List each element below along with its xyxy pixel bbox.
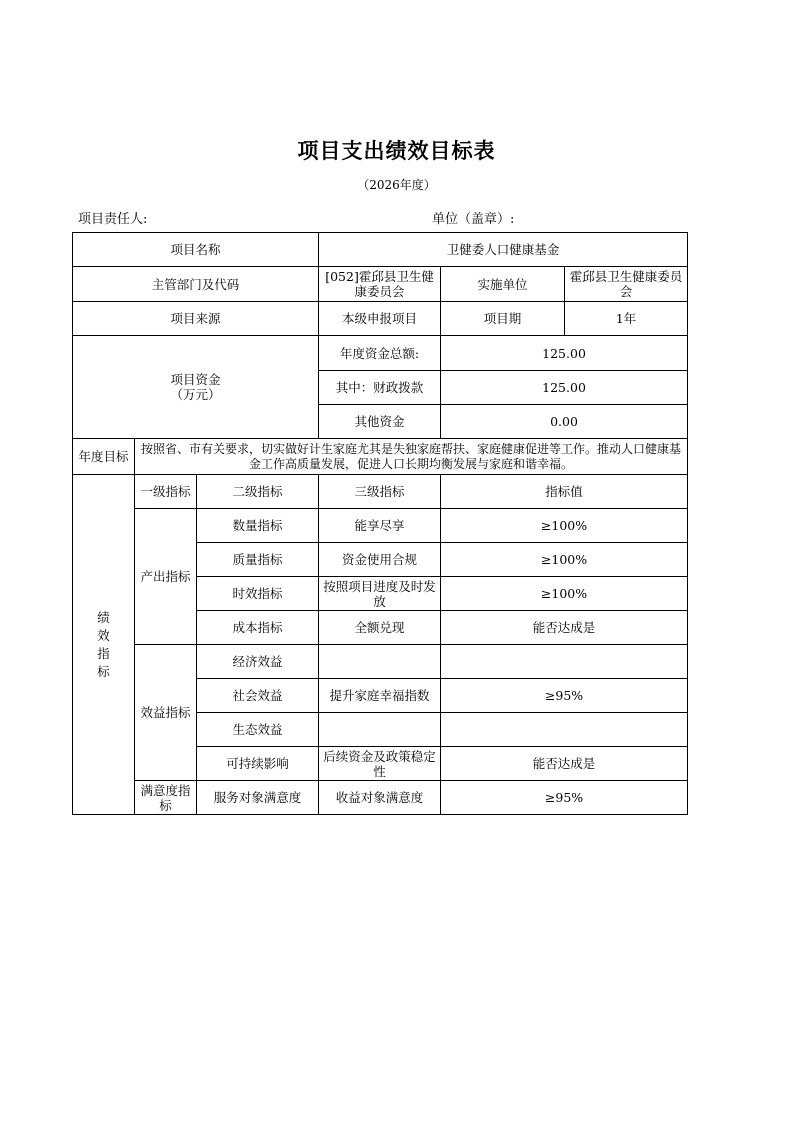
indicator-value: ≥100% — [441, 509, 688, 543]
satisfaction-indicators-label: 满意度指标 — [135, 781, 197, 815]
indicator-level3: 全额兑现 — [319, 611, 441, 645]
project-name-row — [73, 233, 688, 267]
page-title: 项目支出绩效目标表 — [297, 139, 496, 163]
indicator-level2: 数量指标 — [197, 509, 319, 543]
header-level1: 一级指标 — [135, 475, 197, 509]
indicator-value: ≥100% — [441, 577, 688, 611]
implementing-unit-label: 实施单位 — [441, 267, 565, 302]
implementing-unit-value: 霍邱县卫生健康委员会 — [565, 267, 688, 302]
indicator-level3 — [319, 713, 441, 747]
annual-goal-row — [73, 439, 688, 475]
funds-row — [73, 336, 688, 371]
annual-goal-text: 按照省、市有关要求，切实做好计生家庭尤其是失独家庭帮扶、家庭健康促进等工作。推动人口健康基金工作高质量发展，促进人口长期均衡发展与家庭和谐幸福。 — [135, 439, 688, 475]
department-label: 主管部门及代码 — [73, 267, 319, 302]
indicator-level2: 质量指标 — [197, 543, 319, 577]
indicator-value: ≥100% — [441, 543, 688, 577]
project-period-label: 项目期 — [441, 302, 565, 336]
performance-target-table — [72, 232, 688, 815]
output-indicators-label: 产出指标 — [135, 509, 197, 645]
indicator-level3: 按照项目进度及时发放 — [319, 577, 441, 611]
project-funds-label — [73, 336, 319, 439]
project-period-value: 1年 — [565, 302, 688, 336]
funds-fiscal-label: 其中：财政拨款 — [319, 371, 441, 405]
funds-other-label: 其他资金 — [319, 405, 441, 439]
indicator-row — [73, 645, 688, 679]
indicator-row — [73, 781, 688, 815]
source-row — [73, 302, 688, 336]
indicator-value: 能否达成是 — [441, 611, 688, 645]
indicator-value — [441, 645, 688, 679]
indicator-level3: 能享尽享 — [319, 509, 441, 543]
department-value: [052]霍邱县卫生健康委员会 — [319, 267, 441, 302]
department-row — [73, 267, 688, 302]
project-name-label: 项目名称 — [73, 233, 319, 267]
performance-indicators-label — [73, 475, 135, 815]
indicator-level2: 成本指标 — [197, 611, 319, 645]
indicator-row — [73, 509, 688, 543]
indicator-level2: 社会效益 — [197, 679, 319, 713]
indicator-level2: 可持续影响 — [197, 747, 319, 781]
header-level3: 三级指标 — [319, 475, 441, 509]
performance-label-text: 绩效指标 — [97, 609, 110, 679]
indicator-level3: 资金使用合规 — [319, 543, 441, 577]
indicator-level3: 提升家庭幸福指数 — [319, 679, 441, 713]
project-name-value: 卫健委人口健康基金 — [319, 233, 688, 267]
unit-seal-label: 单位（盖章）: — [432, 212, 515, 227]
indicator-value: 能否达成是 — [441, 747, 688, 781]
indicator-level2: 生态效益 — [197, 713, 319, 747]
funds-other-value: 0.00 — [441, 405, 688, 439]
indicator-value: ≥95% — [441, 679, 688, 713]
project-source-label: 项目来源 — [73, 302, 319, 336]
responsible-person-label: 项目责任人: — [78, 212, 148, 227]
project-source-value: 本级申报项目 — [319, 302, 441, 336]
funds-total-value: 125.00 — [441, 336, 688, 371]
project-funds-title: 项目资金 — [170, 372, 221, 387]
indicator-level3 — [319, 645, 441, 679]
funds-fiscal-value: 125.00 — [441, 371, 688, 405]
indicator-level2: 经济效益 — [197, 645, 319, 679]
annual-goal-label: 年度目标 — [73, 439, 135, 475]
indicator-level3: 收益对象满意度 — [319, 781, 441, 815]
year-label: （2026年度） — [357, 178, 436, 192]
header-level2: 二级指标 — [197, 475, 319, 509]
project-funds-unit: （万元） — [170, 387, 221, 402]
indicator-value — [441, 713, 688, 747]
indicator-level3: 后续资金及政策稳定性 — [319, 747, 441, 781]
indicator-level2: 时效指标 — [197, 577, 319, 611]
funds-total-label: 年度资金总额: — [319, 336, 441, 371]
indicator-level2: 服务对象满意度 — [197, 781, 319, 815]
benefit-indicators-label: 效益指标 — [135, 645, 197, 781]
indicator-value: ≥95% — [441, 781, 688, 815]
header-value: 指标值 — [441, 475, 688, 509]
indicator-header-row — [73, 475, 688, 509]
